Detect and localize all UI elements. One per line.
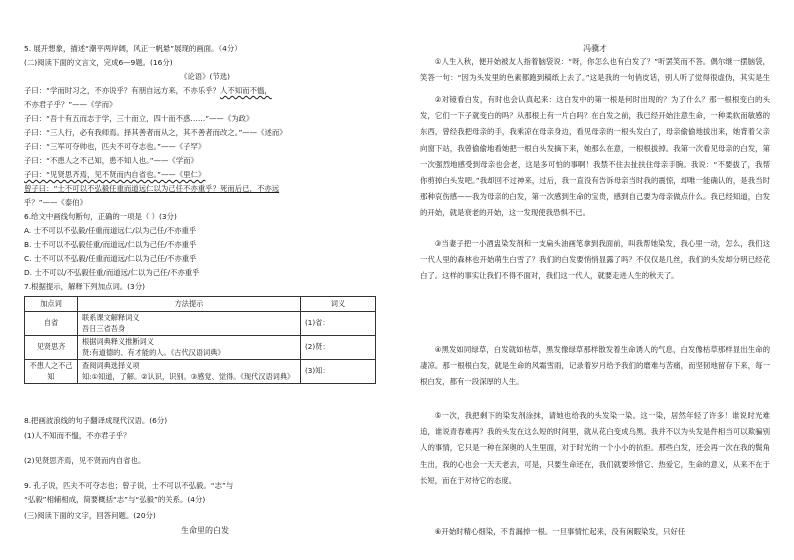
table-hint-line: 贤:有道德的、有才能的人。《古代汉语词典》 (82, 347, 225, 357)
table-hint-line: 知:①知道，了解。②认识，识别。③感觉、觉得。《现代汉语词典》 (82, 371, 295, 381)
question-8: 8.把画波浪线的句子翻译成现代汉语。(6分) (24, 416, 168, 425)
lunyu-para-7b: 乎？”——《泰伯》 (24, 198, 87, 207)
table-row (25, 336, 376, 360)
table-term: 见贤思齐 (25, 336, 78, 360)
article-para-3: ③当妻子把一小酒盅染发剂和一支扁头油画笔拿到我面前，叫我帮她染发，我心里一动，怎么，我们这一代人里的森林也开始萌生白雪了？我们的白发要悄悄显露了吗？不仅仅是几丝，我们的头发却分明已经花白了。这样的事实让我们不得不面对，我们这一代人，就要走进人生的秋天了。 (420, 239, 770, 281)
table-hint (78, 360, 301, 384)
table-hint (78, 312, 301, 336)
table-term: 自省 (25, 312, 78, 336)
article-para-4: ④黑发如同绿草，白发就如枯草，黑发像绿草那样散发着生命诱人的气息，白发像枯草那样显出生命的凄凉。那一根根白发，就是生命的风霜雪雨，记录着岁月给予我们的磨难与苦痛，而坚韧地留存下来，每一根白发，都有一段深厚的人生。 (420, 345, 770, 387)
lunyu-para-2: 子曰：“吾十有五而志于学，三十而立，四十而不惑……”——《为政》 (24, 114, 254, 123)
question-7: 7.根据提示，解释下列加点词。(3分) (24, 282, 145, 291)
question-6: 6.给文中画线句断句，正确的一项是（ ）(3分) (24, 212, 177, 221)
article-title: 生命里的白发 (181, 526, 229, 535)
table-row (25, 360, 376, 384)
lunyu-para-5: 子曰：“不患人之不己知，患不知人也。”——《学而》 (24, 156, 198, 165)
lunyu-para-4: 子曰：“三军可夺帅也，匹夫不可夺志也。”——《子罕》 (24, 142, 206, 151)
table-term: 不患人之不己知 (25, 360, 78, 384)
table-header-term: 加点词 (25, 297, 78, 312)
section-2-heading: (二)阅读下面的文言文，完成6—9题。(16分) (24, 58, 173, 67)
section-3-heading: (三)阅读下面的文字，回答问题。(20分) (24, 511, 156, 520)
table-hint (78, 336, 301, 360)
lunyu-para-6 (24, 170, 205, 180)
question-8-item-1: (1)人不知而不愠，不亦君子乎？ (24, 431, 131, 440)
article-para-5: ⑤一次，我把剩下的染发剂涂抹，请她也给我的头发染一染。这一染，居然年轻了许多！谁说时光难追，谁说青春难再？我的头发在这么短的时间里，就从花白变成乌黑。我并不以为头发是件相当可以欺骗别人的事情，它只是一种在深奥的人生里面，对于时光的一个小小的抗拒。那些白发，还会再一次在我的鬓角生出，我的心也会一天天老去，可是，只要生命还在，我们就要珍惜它、热爱它，生命的意义，从来不在于长短，而在于对待它的态度。 (420, 411, 770, 485)
lunyu-para-1a: 子曰：“学而时习之，不亦说乎？有朋自远方来，不亦乐乎？ (24, 86, 220, 95)
wavy-sentence-2: 子曰：“见贤思齐焉，见不贤而内自省也。”——《里仁》 (24, 170, 206, 179)
question-6-option-b: B. 士不可以不弘毅任重/而道远/仁以为己任/不亦重乎 (24, 240, 197, 249)
lunyu-title: 《论语》(节选) (179, 72, 231, 81)
word-meaning-table (24, 296, 376, 384)
question-6-option-a: A. 士不可以不弘毅/任重而道远仁/以为己任/不亦重乎 (24, 226, 197, 235)
table-meaning-blank[interactable]: (2)贤： (301, 336, 376, 360)
wavy-sentence-1: 人不知而不愠， (220, 86, 272, 95)
lunyu-para-1c: 不亦君子乎？”——《学而》 (24, 100, 117, 109)
underlined-sentence: 曾子曰：“士不可以不弘毅任重而道远仁以为己任不亦重乎？死而后已，不亦远 (24, 184, 280, 193)
table-header-hint: 方法提示 (78, 297, 301, 312)
question-6-option-d: D. 士不可以/不弘毅任重/而道远/仁以为己任/不亦重乎 (24, 268, 200, 277)
lunyu-para-1 (24, 86, 272, 96)
table-hint-line: 查阅词典选择义项 (82, 361, 140, 370)
question-9-line-1: 9. 孔子说，匹夫不可夺志也；曾子说，士不可以不弘毅。“志”与 (24, 481, 234, 490)
table-meaning-blank[interactable]: (3)知： (301, 360, 376, 384)
question-6-option-c: C. 士不可以不弘毅/任重而道远/仁以为己任/不亦重乎 (24, 254, 197, 263)
lunyu-para-7a (24, 184, 279, 194)
table-meaning-blank[interactable]: (1)省： (301, 312, 376, 336)
author-name: 冯骥才 (583, 44, 607, 53)
question-9-line-2: “弘毅”相辅相成，简要概括“志”与“弘毅”的关系。(4分) (24, 495, 206, 504)
question-8-item-2: (2)见贤思齐焉，见不贤而内自省也。 (24, 456, 146, 465)
table-hint-line: 联系课文解释词义 (82, 313, 140, 322)
table-hint-line: 吾日三省吾身 (82, 323, 126, 333)
table-header-row (25, 297, 376, 312)
table-row (25, 312, 376, 336)
article-para-1: ①人生入秋，便开始被友人指着脑袋说：“呀，你怎么也有白发了？”听罢笑而不答。偶尔继一摆脑袋，笑答一句：“因为头发里的色素都跑到稿纸上去了。”这是我的一句俏皮话，别人听了觉得很虚伪，其实是生 (420, 57, 770, 83)
table-header-meaning: 词义 (301, 297, 376, 312)
article-para-6: ⑥开始时精心细染，不肯漏掉一根。一旦事情忙起来，没有闲暇染发，只好任 (434, 527, 686, 536)
table-hint-line: 根据词典释义推断词义 (82, 337, 154, 346)
lunyu-para-3: 子曰：“三人行，必有我师焉。择其善者而从之，其不善者而改之。”——《述而》 (24, 128, 287, 137)
question-5: 5. 展开想象，描述“潮平两岸阔，风正一帆悬”展现的画面。（4分） (24, 44, 242, 53)
article-para-2: ②对镜看白发，有时也会认真起来：这白发中的第一根是何时出现的？为了什么？那一根根变白的头发，它们一下子就变白的吗？从那根上有一片白吗？在白发之前，我已经开始注意生命，一种柔软而敏感的东西，曾经我把母亲的手，我乘凉在母亲身边，看见母亲的一根头发白了，母亲偷偷地拔出来，她背着父亲向窗下站，我曾偷偷地看她把一根白头发摘下来，她那么在意，一根根拔掉。我第一次看见母亲的白发，第一次强烈地感受到母亲也会老，这是多可怕的事啊！我禁不住去扯扶住母亲手腕。我说：“不要拔了，我帮你剪掉白头发吧。”我却回不过神来，过后，我一直没有告诉母亲当时我的震惊，却唯一能确认的，是我当时那种哀伤感——我为母亲的白发，第一次感到生命的宝贵，感到自己要为母亲做点什么。我已经知道，白发的开始，就是衰老的开始，这一发现使我恐惧不已。 (420, 95, 770, 218)
